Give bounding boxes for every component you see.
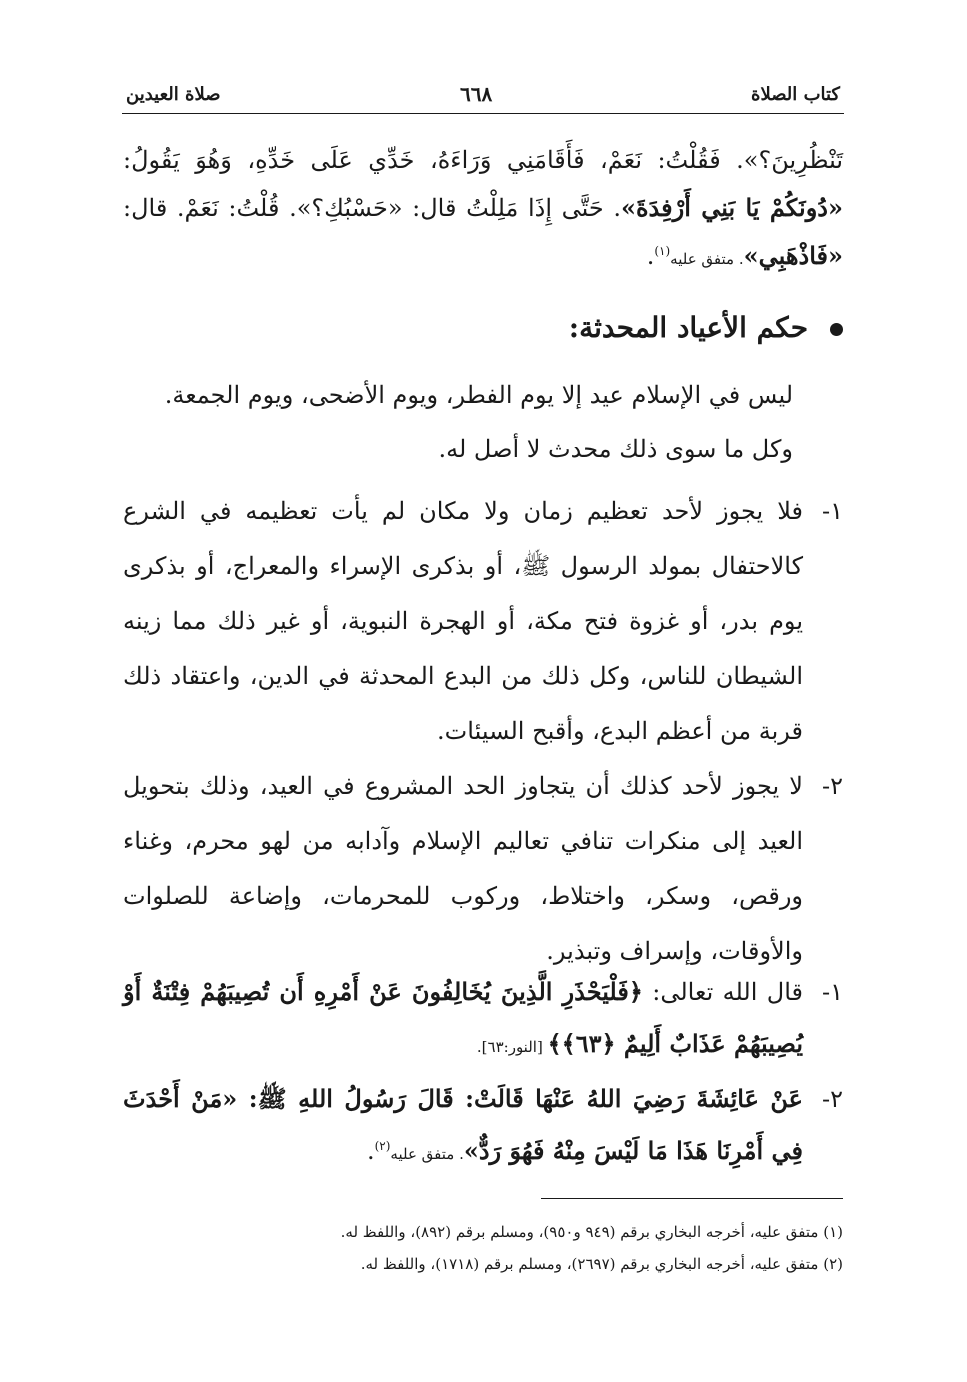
ruling-item bbox=[123, 484, 843, 759]
intro-paragraph-2: وكل ما سوى ذلك محدث لا أصل له. bbox=[438, 435, 793, 463]
ruling-item bbox=[123, 759, 843, 979]
footnotes bbox=[123, 1216, 843, 1280]
footnote-1: (١) متفق عليه، أخرجه البخاري برقم (٩٤٩ و٩٥٠)، ومسلم برقم (٨٩٢)، واللفظ له. bbox=[340, 1223, 843, 1241]
ruling-number: ٢- bbox=[822, 772, 843, 800]
running-header bbox=[122, 80, 844, 114]
chapter-title: صلاة العيدين bbox=[126, 84, 221, 105]
evidence-item bbox=[123, 1073, 843, 1180]
book-title: كتاب الصلاة bbox=[751, 84, 840, 105]
evidence-item bbox=[123, 966, 843, 1073]
evidence-lead: قال الله تعالى: bbox=[642, 978, 803, 1006]
hadith-end: . bbox=[646, 242, 655, 270]
hadith-end: . bbox=[366, 1137, 375, 1165]
quran-verse: ﴿فَلْيَحْذَرِ الَّذِينَ يُخَالِفُونَ عَنْ أَمْرِهِ أَن تُصِيبَهُمْ فِتْنَةٌ أَوْ يُصِيبَهُمْ عَذَابٌ أَلِيمٌ ﴿٦٣﴾﴾ bbox=[123, 977, 803, 1058]
rulings-list bbox=[123, 484, 843, 979]
hadith-speech2: «فَاذْهَبِي» bbox=[743, 241, 843, 270]
ruling-text: لا يجوز لأحد كذلك أن يتجاوز الحد المشروع في العيد، وذلك بتحويل العيد إلى منكرات تنافي تعاليم الإسلام وآدابه من لهو محرم، وغناء ورقص، وسكر، واختلاط، وركوب للمحرمات، وإضاعة للصلوات والأوقات، وإسراف وتبذير. bbox=[123, 772, 803, 965]
ruling-text: فلا يجوز لأحد تعظيم زمان ولا مكان لم يأت تعظيمه في الشرع كالاحتفال بمولد الرسول ﷺ، أو بذكرى الإسراء والمعراج، أو بذكرى يوم بدر، أو غزوة فتح مكة، أو الهجرة النبوية، أو غير ذلك مما زينه الشيطان للناس، وكل ذلك من البدع المحدثة في الدين، واعتقاد ذلك قربة من أعظم البدع، وأقبح السيئات. bbox=[123, 497, 803, 745]
hadith-text-part1: تَنْظُرِينَ؟». فَقُلْتُ: نَعَمْ، فَأَقَامَنِي وَرَاءَهُ، خَدِّي عَلَى خَدِّهِ، وَهُوَ يَقُولُ: bbox=[123, 146, 843, 174]
section-heading bbox=[123, 306, 843, 350]
hadith-continuation bbox=[123, 136, 843, 283]
hadith-source: . متفق عليه bbox=[670, 250, 744, 268]
bullet-icon bbox=[830, 323, 843, 336]
evidence-number: ٢- bbox=[822, 1085, 843, 1113]
footnote-2: (٢) متفق عليه، أخرجه البخاري برقم (٢٦٩٧)، ومسلم برقم (١٧١٨)، واللفظ له. bbox=[360, 1255, 843, 1273]
ruling-number: ١- bbox=[822, 497, 843, 525]
evidence-number: ١- bbox=[822, 978, 843, 1006]
footnote-ref-1: (١) bbox=[654, 244, 671, 258]
footnote-separator bbox=[541, 1198, 843, 1199]
intro-paragraph-1: ليس في الإسلام عيد إلا يوم الفطر، ويوم الأضحى، ويوم الجمعة. bbox=[164, 381, 793, 409]
hadith-source: . متفق عليه bbox=[390, 1145, 464, 1163]
verse-reference: [النور:٦٣]. bbox=[476, 1038, 548, 1056]
hadith-speech1: «دُونَكُمْ يَا بَنِي أَرْفِدَةَ» bbox=[620, 193, 843, 222]
hadith-text-part2: . حَتَّى إِذَا مَلِلْتُ قال: «حَسْبُكِ؟». قُلْتُ: نَعَمْ. قال: bbox=[123, 194, 621, 222]
footnote-ref-2: (٢) bbox=[374, 1139, 391, 1153]
hadith-text: عَنْ عَائِشَةَ رَضِيَ اللهُ عَنْهَا قَالَتْ: قَالَ رَسُولُ اللهِ ﷺ: «مَنْ أَحْدَثَ فِي أَمْرِنَا هَذَا مَا لَيْسَ مِنْهُ فَهُوَ رَدٌّ» bbox=[123, 1084, 803, 1165]
page-number: ٦٦٨ bbox=[460, 82, 493, 106]
section-heading-text: حكم الأعياد المحدثة: bbox=[568, 311, 808, 344]
header-rule bbox=[122, 113, 844, 114]
evidence-list bbox=[123, 966, 843, 1180]
